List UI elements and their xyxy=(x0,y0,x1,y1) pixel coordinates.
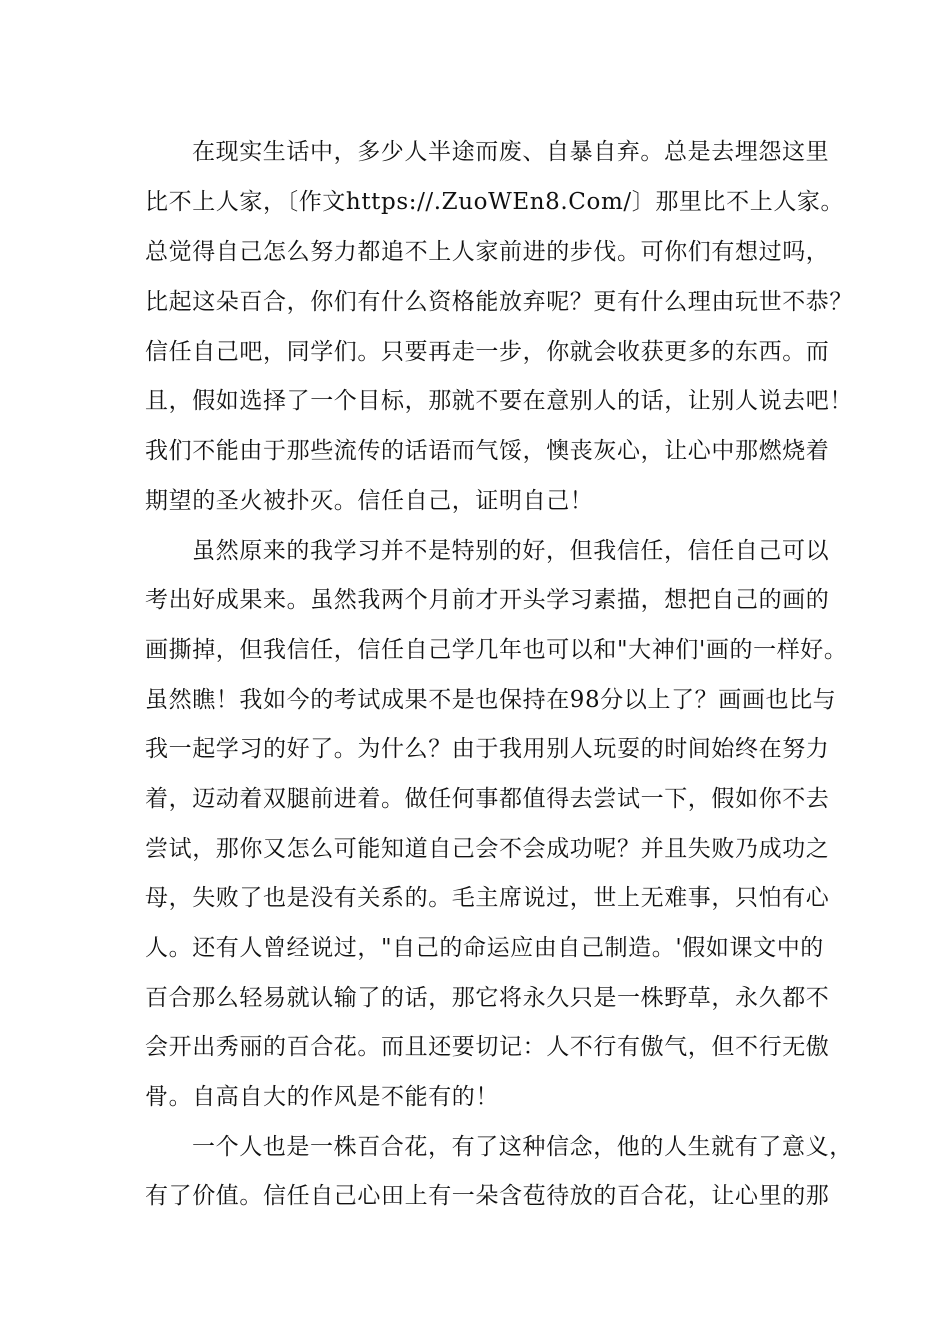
paragraph-2-line-5: 我一起学习的好了。为什么？由于我用别人玩耍的时间始终在努力 xyxy=(145,736,830,762)
paragraph-2-line-10: 百合那么轻易就认输了的话，那它将永久只是一株野草，永久都不 xyxy=(145,985,830,1011)
paragraph-2-line-4: 虽然瞧！我如今的考试成果不是也保持在98分以上了？画画也比与 xyxy=(145,687,837,713)
paragraph-2-line-1: 虽然原来的我学习并不是特别的好，但我信任，信任自己可以 xyxy=(192,538,830,564)
paragraph-2-line-8: 母，失败了也是没有关系的。毛主席说过，世上无难事，只怕有心 xyxy=(145,885,830,911)
paragraph-1-line-1: 在现实生话中，多少人半途而废、自暴自弃。总是去埋怨这里 xyxy=(192,139,830,165)
paragraph-2-line-6: 着，迈动着双腿前进着。做任何事都值得去尝试一下，假如你不去 xyxy=(145,786,830,812)
paragraph-2-line-11: 会开出秀丽的百合花。而且还要切记：人不行有傲气，但不行无傲 xyxy=(145,1034,830,1060)
paragraph-1-line-6: 且，假如选择了一个目标，那就不要在意别人的话，让别人说去吧！ xyxy=(145,388,853,414)
paragraph-1-line-3: 总觉得自己怎么努力都追不上人家前进的步伐。可你们有想过吗， xyxy=(145,239,830,265)
paragraph-2-line-3: 画撕掉，但我信任，信任自己学几年也可以和"大神们'画的一样好。 xyxy=(145,637,848,663)
paragraph-3-line-1: 一个人也是一株百合花，有了这种信念，他的人生就有了意义， xyxy=(192,1134,853,1160)
paragraph-1-line-7: 我们不能由于那些流传的话语而气馁，懊丧灰心，让心中那燃烧着 xyxy=(145,438,830,464)
paragraph-2-line-9: 人。还有人曾经说过，"自己的命运应由自己制造。'假如课文中的 xyxy=(145,935,824,961)
paragraph-1-line-2: 比不上人家，〔作文https://.ZuoWEn8.Com/〕那里比不上人家。 xyxy=(145,189,845,215)
paragraph-1-line-5: 信任自己吧，同学们。只要再走一步，你就会收获更多的东西。而 xyxy=(145,339,830,365)
paragraph-3-line-2: 有了价值。信任自己心田上有一朵含苞待放的百合花，让心里的那 xyxy=(145,1183,830,1209)
paragraph-1-line-4: 比起这朵百合，你们有什么资格能放弃呢？更有什么理由玩世不恭？ xyxy=(145,289,853,315)
paragraph-2-line-2: 考出好成果来。虽然我两个月前才开头学习素描，想把自己的画的 xyxy=(145,587,830,613)
paragraph-2-line-12: 骨。自高自大的作风是不能有的！ xyxy=(145,1084,499,1110)
paragraph-2-line-7: 尝试，那你又怎么可能知道自己会不会成功呢？并且失败乃成功之 xyxy=(145,836,830,862)
paragraph-1-line-8: 期望的圣火被扑灭。信任自己，证明自己！ xyxy=(145,488,594,514)
